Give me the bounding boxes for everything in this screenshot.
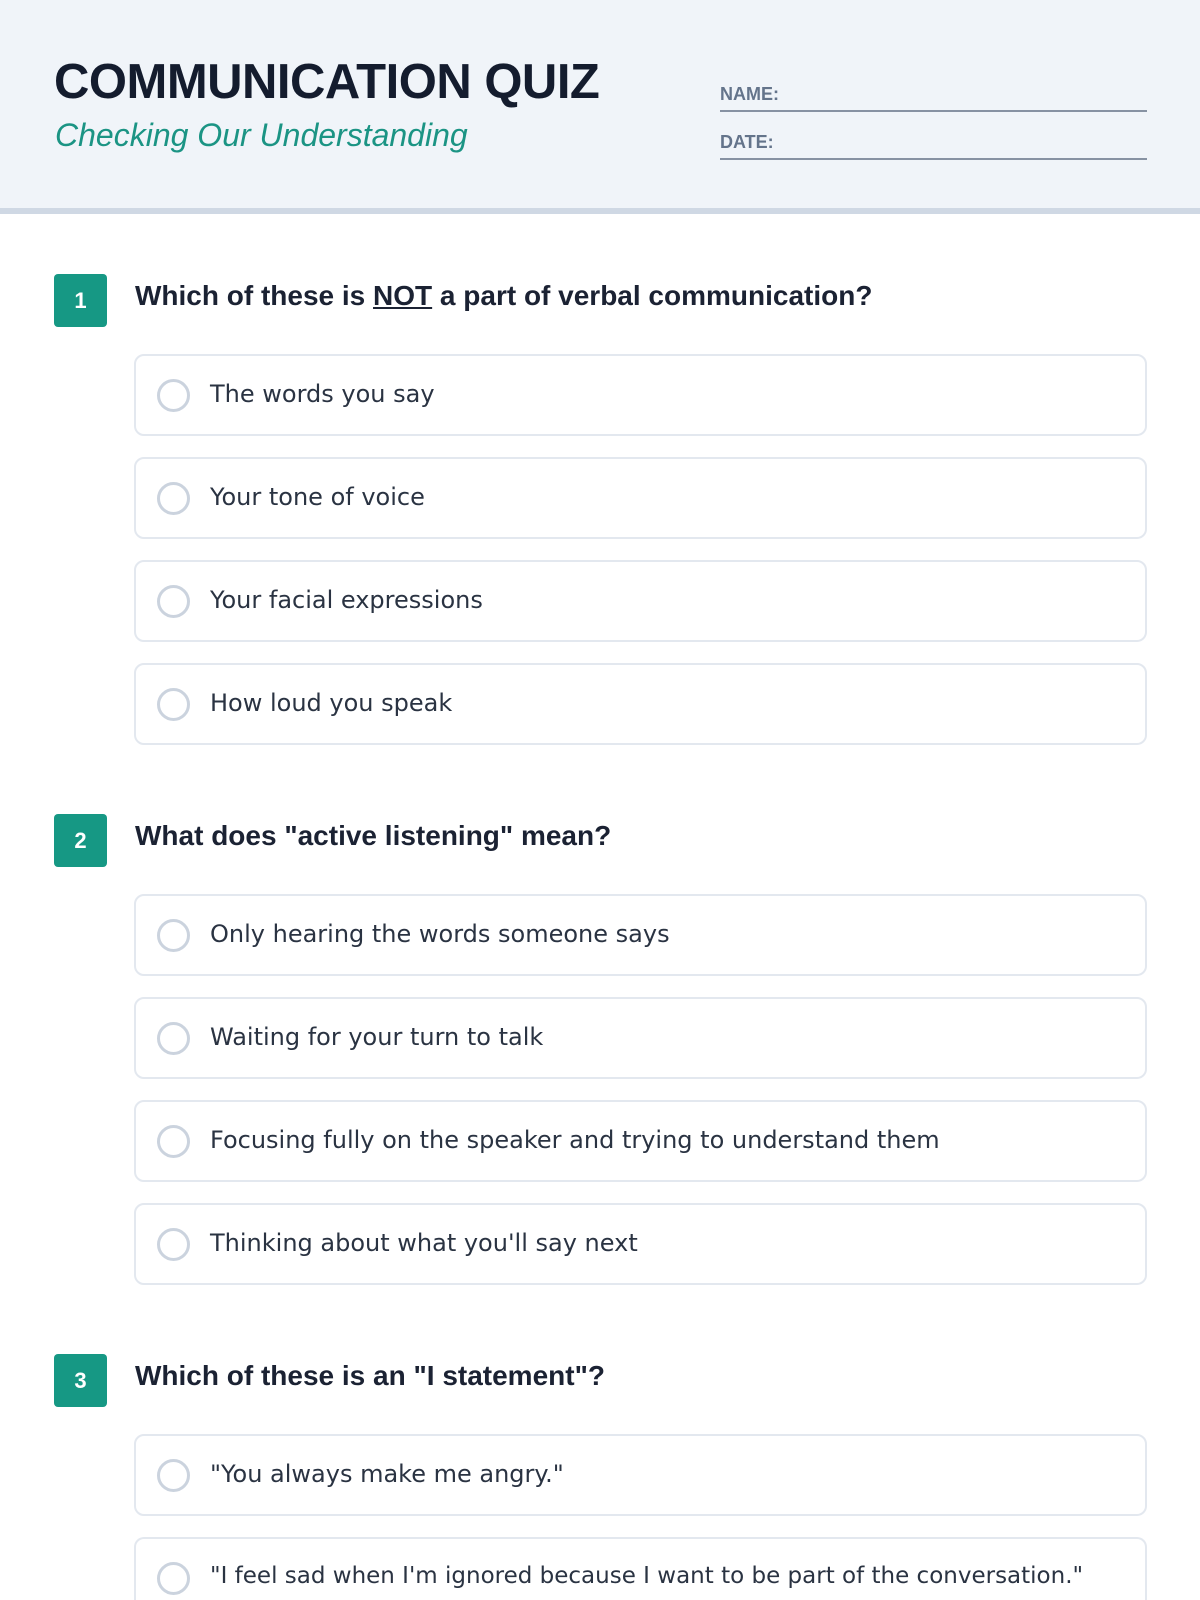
answer-option-label: Your facial expressions <box>210 586 483 614</box>
date-field <box>720 128 1147 160</box>
answer-option-label: "I feel sad when I'm ignored because I want to be part of the conversation." <box>210 1563 1084 1589</box>
name-input[interactable] <box>800 82 1144 108</box>
quiz-header <box>0 0 1200 214</box>
answer-option[interactable] <box>134 1203 1147 1285</box>
answer-option-label: Thinking about what you'll say next <box>210 1229 638 1257</box>
answer-option[interactable] <box>134 457 1147 539</box>
page-title: COMMUNICATION QUIZ <box>54 55 600 109</box>
date-label: DATE: <box>720 132 774 152</box>
radio-button-icon[interactable] <box>157 1459 190 1492</box>
question-number-badge: 2 <box>54 814 107 867</box>
answer-option-label: "You always make me angry." <box>210 1460 564 1488</box>
question-text <box>135 280 872 312</box>
answer-option-label: Only hearing the words someone says <box>210 920 670 948</box>
radio-button-icon[interactable] <box>157 688 190 721</box>
answer-option[interactable] <box>134 560 1147 642</box>
answer-option[interactable] <box>134 1434 1147 1516</box>
question-text: What does "active listening" mean? <box>135 820 612 851</box>
question-text-emphasis: NOT <box>373 280 433 311</box>
radio-button-icon[interactable] <box>157 482 190 515</box>
question-number-badge: 3 <box>54 1354 107 1407</box>
radio-button-icon[interactable] <box>157 1228 190 1261</box>
question-text-after: a part of verbal communication? <box>432 280 873 311</box>
answer-option[interactable] <box>134 1100 1147 1182</box>
answer-option-label: Focusing fully on the speaker and trying to understand them <box>210 1126 940 1154</box>
answer-option-label: The words you say <box>210 380 435 408</box>
date-input[interactable] <box>800 130 1144 156</box>
name-label: NAME: <box>720 84 779 104</box>
answer-option-label: Waiting for your turn to talk <box>210 1023 544 1051</box>
question-text-before: Which of these is <box>135 280 374 311</box>
answer-option[interactable] <box>134 663 1147 745</box>
answer-option[interactable] <box>134 894 1147 976</box>
answer-option[interactable] <box>134 997 1147 1079</box>
answer-option[interactable] <box>134 1537 1147 1600</box>
radio-button-icon[interactable] <box>157 919 190 952</box>
answer-option[interactable] <box>134 354 1147 436</box>
question-number-badge: 1 <box>54 274 107 327</box>
radio-button-icon[interactable] <box>157 1125 190 1158</box>
answer-option-label: Your tone of voice <box>210 483 425 511</box>
radio-button-icon[interactable] <box>157 379 190 412</box>
radio-button-icon[interactable] <box>157 1562 190 1595</box>
answer-option-label: How loud you speak <box>210 689 453 717</box>
radio-button-icon[interactable] <box>157 585 190 618</box>
page-subtitle: Checking Our Understanding <box>55 117 468 153</box>
question-text: Which of these is an "I statement"? <box>135 1360 605 1391</box>
name-field <box>720 80 1147 112</box>
radio-button-icon[interactable] <box>157 1022 190 1055</box>
